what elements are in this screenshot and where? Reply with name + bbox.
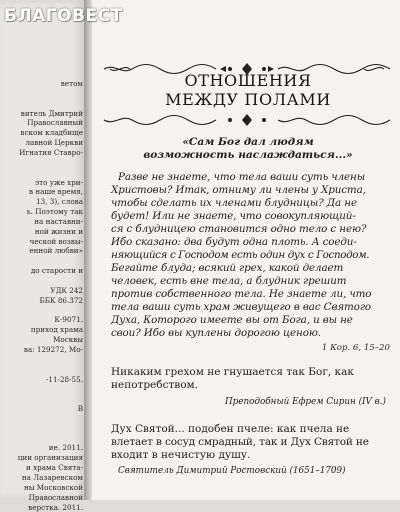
- left-page-text-line: и храма Свята-: [26, 463, 83, 473]
- quote2-line: Дух Святой... подобен пчеле: как пчела не: [111, 423, 350, 435]
- left-page-text-line: ны Московской: [23, 482, 83, 492]
- left-page-text-line: до старости и: [30, 266, 83, 276]
- bottom-ornament-divider: [102, 113, 392, 127]
- left-page-text-line: ва: 129272, Мо-: [23, 344, 83, 354]
- scripture-line: человек, есть вне тела, а блудник грешит: [111, 275, 347, 287]
- left-page-text-line: ции организация: [17, 453, 83, 463]
- quote2-author: Святитель Димитрий Ростовский (1651–1709): [118, 466, 346, 476]
- left-page-text-line: К-9071.: [54, 315, 83, 325]
- scripture-line: чтобы сделать их членами блудницы? Да не: [111, 197, 357, 209]
- scripture-line: ся с блудницею становится одно тело с нею?: [111, 223, 367, 235]
- scripture-line: свои? Ибо вы куплены дорогою ценою.: [111, 327, 321, 339]
- left-page-text-line: 13, 3), слова: [36, 197, 83, 207]
- quote2-line: влетает в сосуд смрадный, так и Дух Святой не: [111, 436, 369, 448]
- left-page-text-line: приход храма: [30, 325, 83, 335]
- left-page-text-line: ь. Поэтому так: [26, 207, 83, 217]
- left-page-text-line: это уже хри-: [35, 177, 83, 187]
- left-page-text-line: енной любви»: [29, 246, 83, 256]
- left-page-text-line: вском кладбище: [20, 128, 83, 138]
- left-page-text-line: ветом: [60, 79, 83, 88]
- left-page-text-line: ББК 86.372: [39, 295, 83, 305]
- left-page-text-line: Игнатия Ставро-: [19, 147, 83, 157]
- left-page-text-line: витель Дмитрий: [20, 108, 83, 118]
- left-page-text-line: верстка. 2011.: [28, 502, 83, 512]
- left-page-text-line: ческой возвы-: [29, 236, 83, 246]
- quote2-line: входит в нечистую душу.: [111, 449, 251, 461]
- left-page-text-line: Москвы: [53, 335, 83, 345]
- left-page-text-line: Православной: [28, 492, 83, 502]
- scripture-line: Бегайте блуда; всякий грех, какой делает: [111, 262, 344, 274]
- left-page-text-line: в наше время,: [29, 187, 83, 197]
- quote1-line: непотребством.: [111, 379, 199, 391]
- scripture-line: няющийся с Господом есть один дух с Господом.: [111, 249, 370, 261]
- scripture-line: будет! Или не знаете, что совокупляющий-: [111, 210, 356, 222]
- epigraph-line2: возможность наслаждаться...»: [143, 149, 353, 161]
- left-page-text-line: ие. 2011.: [48, 443, 83, 453]
- left-page-text-line: лавной Церкви: [25, 138, 83, 148]
- left-page-text-line: Православный: [27, 118, 83, 128]
- left-page-text-line: на наставни-: [34, 216, 83, 226]
- quote1-author: Преподобный Ефрем Сирин (IV в.): [224, 397, 386, 407]
- epigraph-line1: «Сам Бог дал людям: [182, 136, 314, 148]
- scripture-line: тела ваши суть храм живущего в вас Святого: [111, 301, 372, 313]
- chapter-title-line1: ОТНОШЕНИЯ: [184, 71, 312, 90]
- scripture-line: Христовы? Итак, отниму ли члены у Христа,: [111, 184, 366, 196]
- quote1-line: Никаким грехом не гнушается так Бог, как: [111, 366, 354, 378]
- watermark: БЛАГОВЕСТ: [4, 6, 123, 26]
- left-page-text-line: на Лазаревском: [21, 473, 83, 482]
- scripture-citation: 1 Кор. 6, 15–20: [321, 343, 390, 353]
- chapter-title-line2: МЕЖДУ ПОЛАМИ: [165, 90, 331, 109]
- scripture-line: Духа, Которого имеете вы от Бога, и вы не: [111, 314, 353, 326]
- scripture-line: Ибо сказано: два будут одна плоть. А соеди-: [111, 236, 357, 248]
- left-page-text-line: В: [77, 404, 83, 414]
- scripture-line: Разве не знаете, что тела ваши суть члены: [118, 171, 365, 183]
- left-page-text-line: ной жизни и: [34, 226, 83, 236]
- left-page-text-line: -11-28-55.: [45, 374, 83, 384]
- scripture-line: против собственного тела. Не знаете ли, что: [111, 288, 372, 300]
- left-page-text-line: УДК 242: [50, 285, 83, 295]
- previous-page: [0, 0, 86, 512]
